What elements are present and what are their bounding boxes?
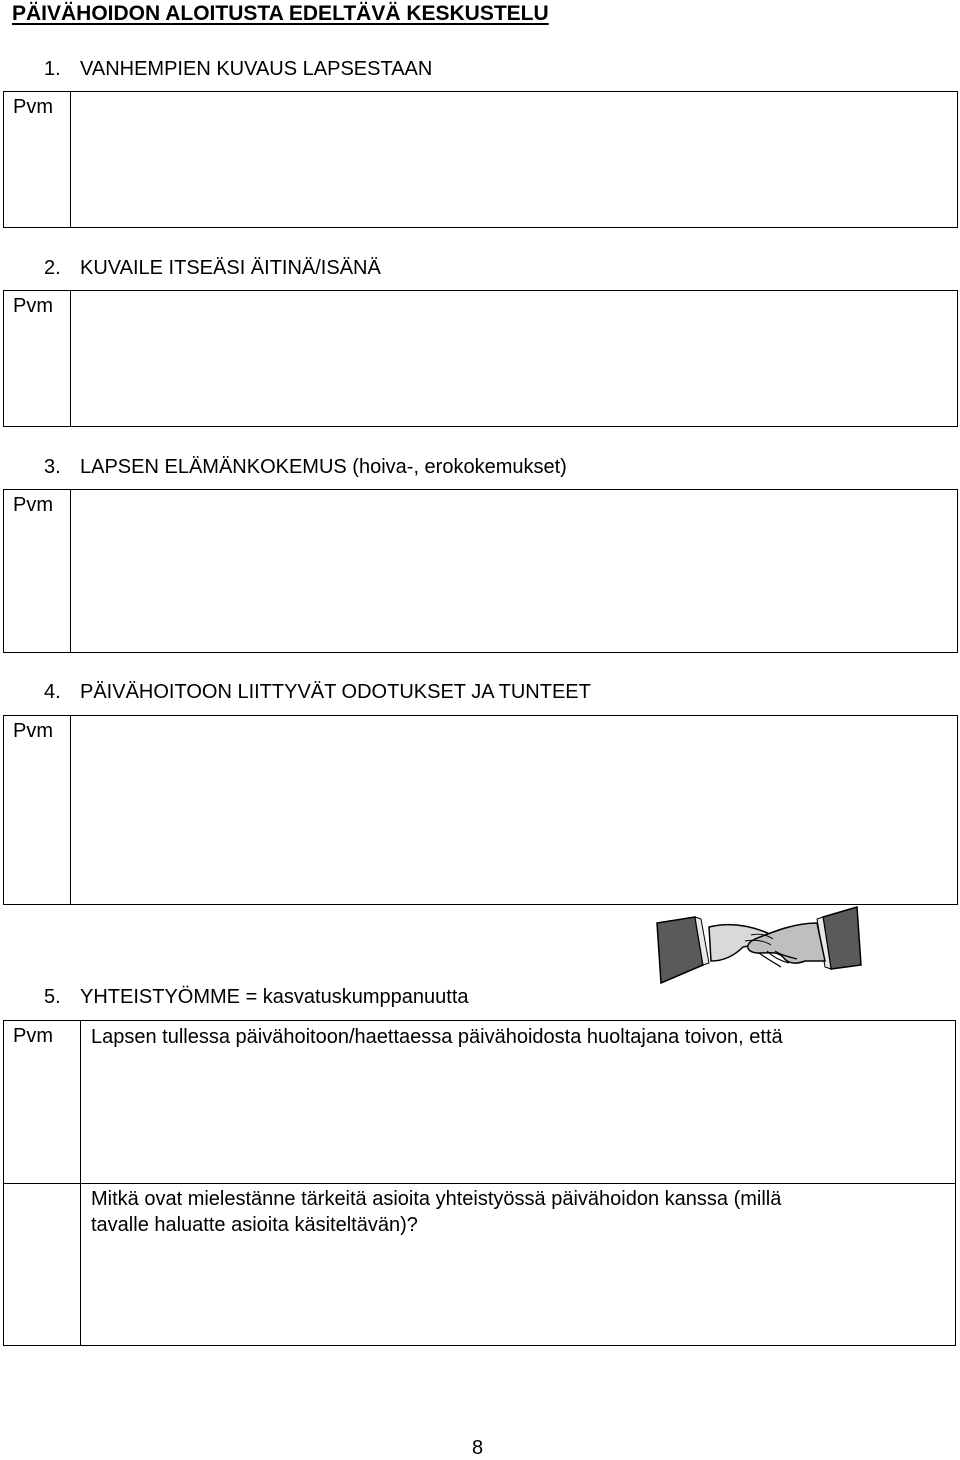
date-label: Pvm <box>13 1025 53 1047</box>
date-label: Pvm <box>13 720 53 742</box>
answer-field[interactable] <box>71 291 957 426</box>
section-number: 5. <box>44 986 61 1008</box>
section-title: KUVAILE ITSEÄSI ÄITINÄ/ISÄNÄ <box>80 257 381 279</box>
section-2-heading <box>44 257 381 280</box>
prompt-cooperation-line-2: tavalle haluatte asioita käsiteltävän)? <box>91 1214 418 1236</box>
section-3-box <box>3 489 958 653</box>
row-divider <box>4 1183 955 1184</box>
section-title: LAPSEN ELÄMÄNKOKEMUS (hoiva-, erokokemukset) <box>80 456 567 478</box>
section-3-heading <box>44 456 567 479</box>
section-1-heading <box>44 58 432 81</box>
section-number: 2. <box>44 257 61 279</box>
section-title: VANHEMPIEN KUVAUS LAPSESTAAN <box>80 58 433 80</box>
section-2-box <box>3 290 958 427</box>
section-5-box <box>3 1020 956 1346</box>
section-number: 4. <box>44 681 61 703</box>
section-title-emphasis: YHTEISTYÖMME <box>80 986 241 1008</box>
date-label: Pvm <box>13 295 53 317</box>
answer-field[interactable] <box>71 490 957 652</box>
answer-field[interactable] <box>71 716 957 904</box>
date-label: Pvm <box>13 96 53 118</box>
section-title-rest: = kasvatuskumppanuutta <box>240 986 469 1008</box>
section-title: PÄIVÄHOITOON LIITTYVÄT ODOTUKSET JA TUNTEET <box>80 681 591 703</box>
section-5-heading <box>44 986 469 1009</box>
prompt-cooperation-line-1: Mitkä ovat mielestänne tärkeitä asioita yhteistyössä päivähoidon kanssa (millä <box>91 1188 782 1210</box>
section-number: 1. <box>44 58 61 80</box>
answer-field[interactable] <box>71 92 957 227</box>
page-number: 8 <box>472 1437 484 1459</box>
section-number: 3. <box>44 456 61 478</box>
section-4-heading <box>44 681 591 704</box>
answer-field-hopes[interactable] <box>81 1053 955 1181</box>
page-title: PÄIVÄHOIDON ALOITUSTA EDELTÄVÄ KESKUSTELU <box>12 2 549 25</box>
handshake-icon <box>655 905 865 987</box>
prompt-hopes: Lapsen tullessa päivähoitoon/haettaessa päivähoidosta huoltajana toivon, että <box>91 1026 783 1048</box>
section-1-box <box>3 91 958 228</box>
answer-field-cooperation[interactable] <box>81 1241 955 1345</box>
section-4-box <box>3 715 958 905</box>
date-label: Pvm <box>13 494 53 516</box>
